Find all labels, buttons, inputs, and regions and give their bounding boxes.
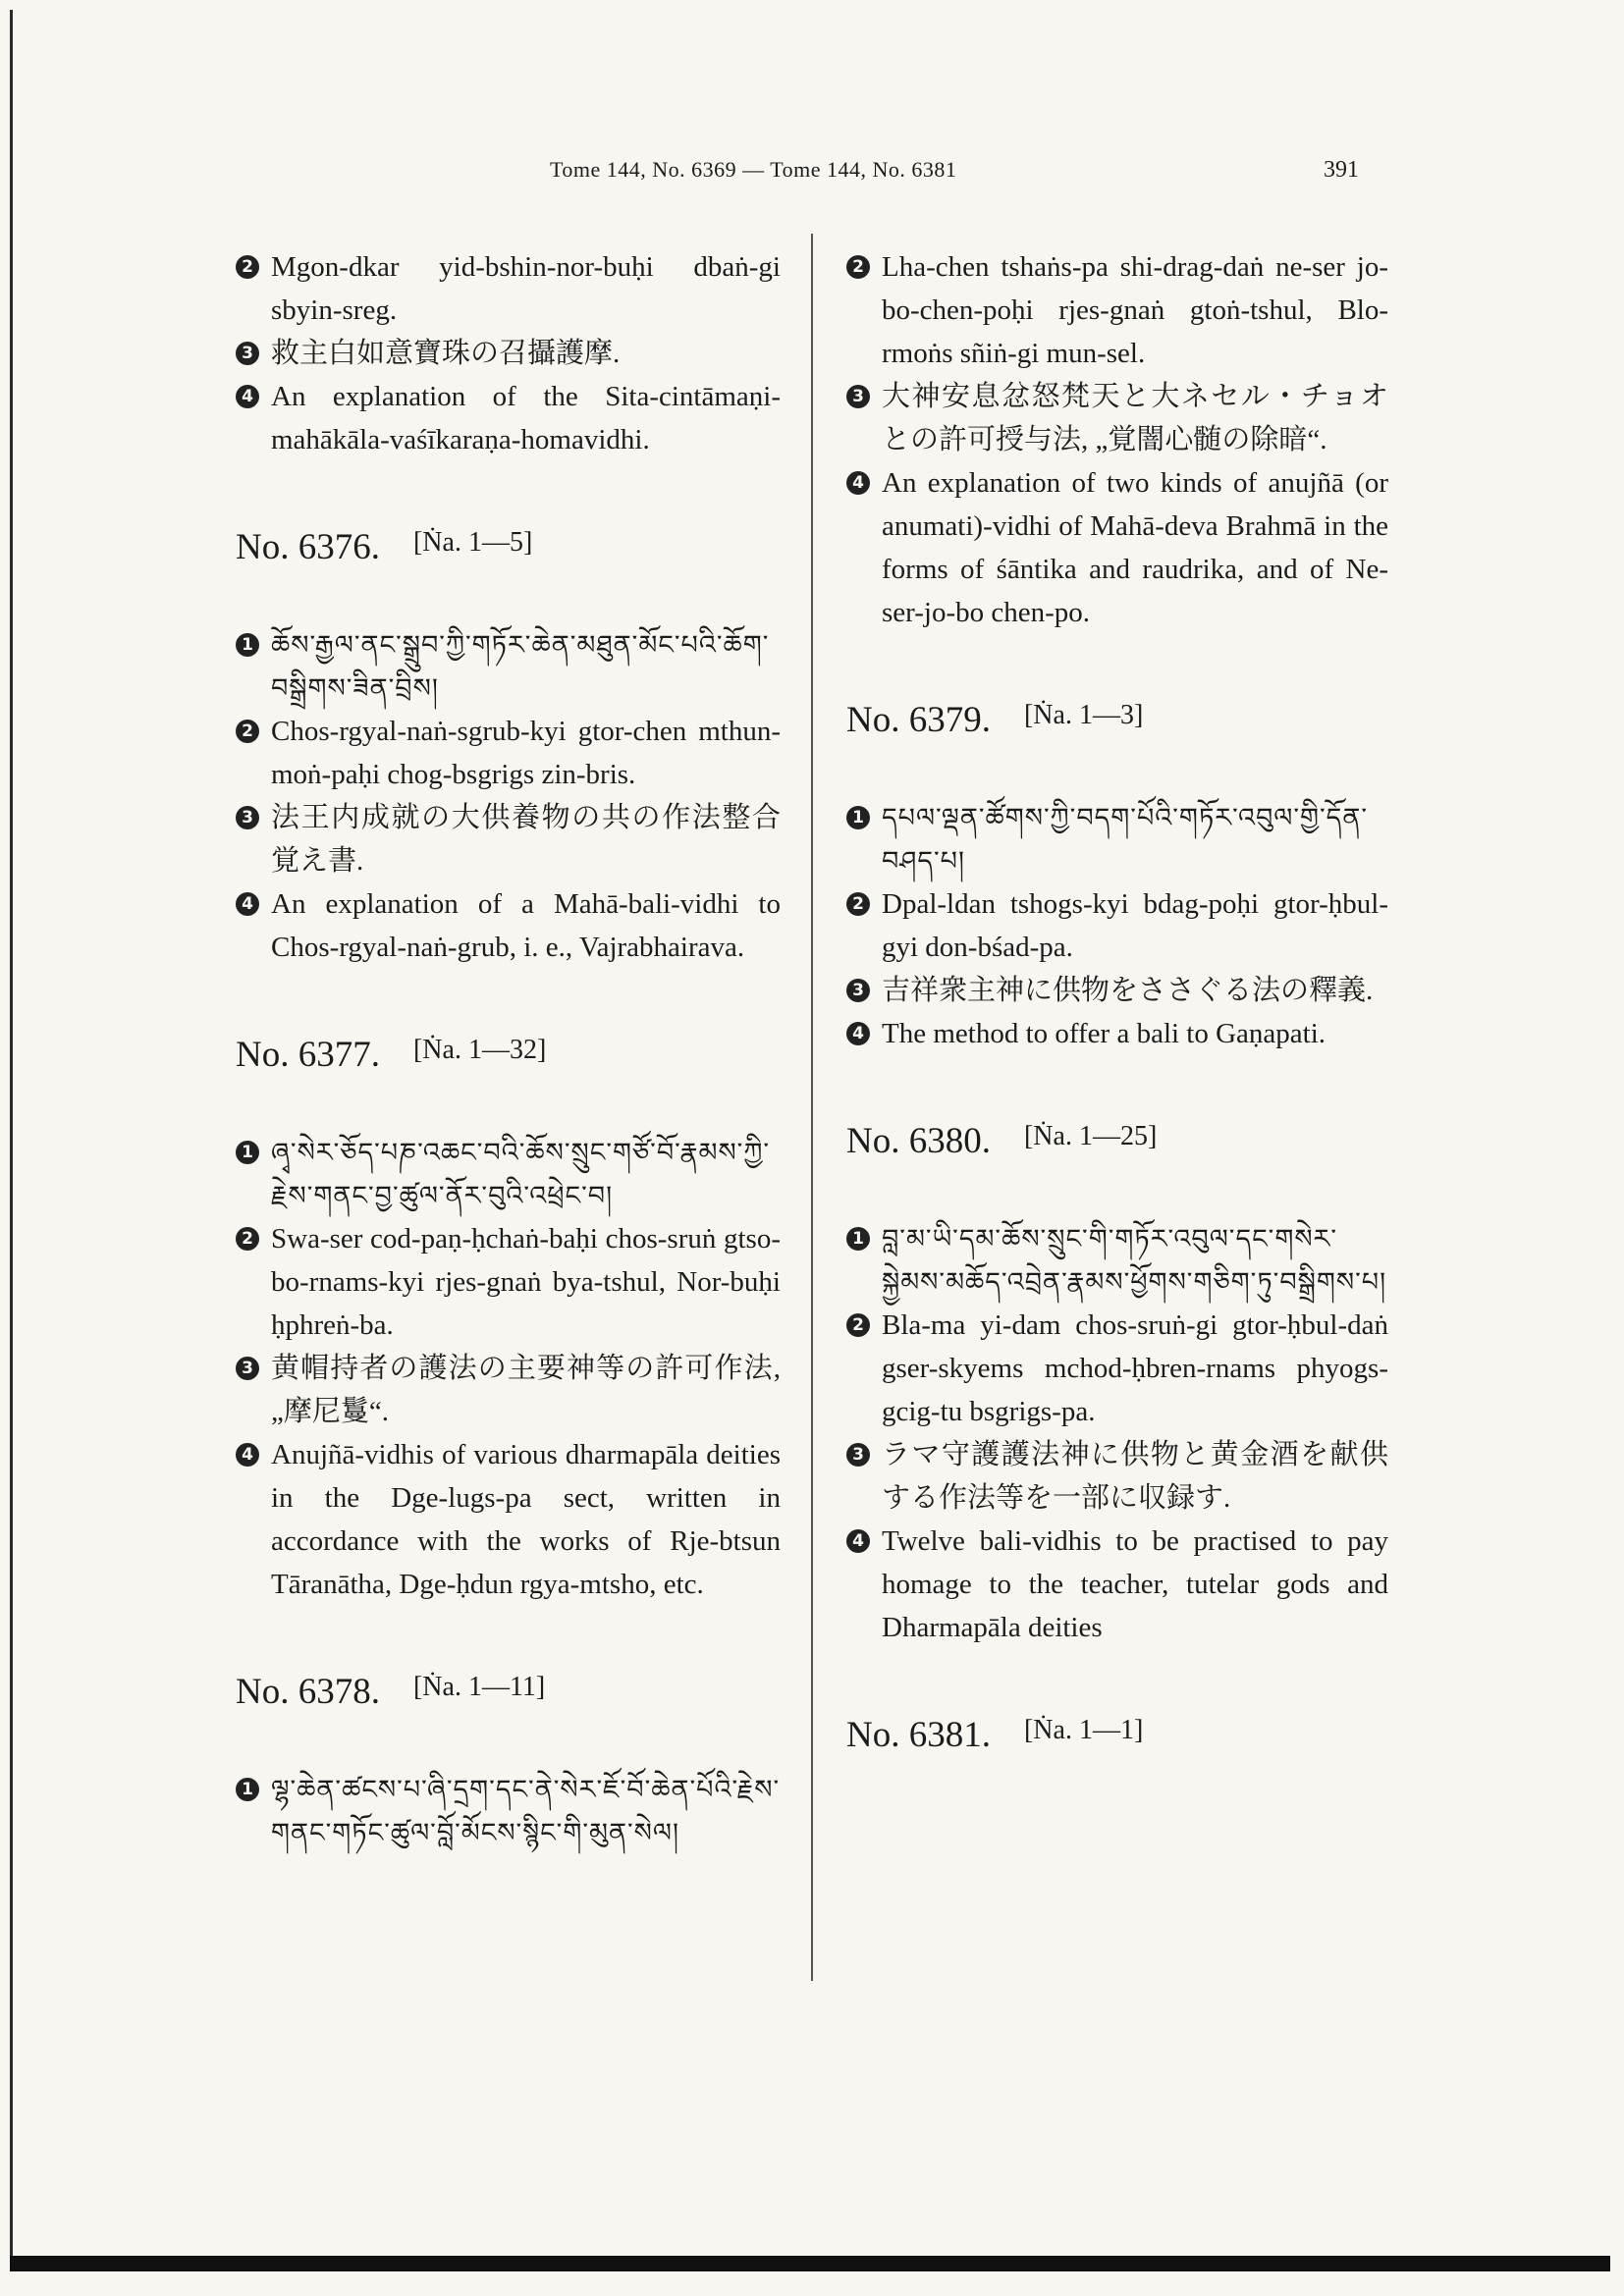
entry-text: The method to offer a bali to Gaṇapati.: [882, 1018, 1326, 1049]
entry-line: [846, 882, 1388, 969]
circled-number-marker: 3: [846, 979, 870, 1002]
entry-line: [236, 1768, 781, 1854]
entry-text: Lha-chen tshaṅs-pa shi-drag-daṅ ne-ser jo-bo-chen-poḥi rjes-gnaṅ gtoṅ-tshul, Blo-rmoṅs sñiṅ-gi mun-sel.: [882, 251, 1388, 369]
entry-line: [236, 332, 781, 375]
page-number: 391: [1324, 157, 1359, 183]
entry-line: [236, 1347, 781, 1433]
running-header: Tome 144, No. 6369 — Tome 144, No. 6381: [550, 157, 957, 182]
entry-heading: [236, 1671, 781, 1713]
circled-number-marker: 4: [846, 471, 870, 495]
entry-line: [846, 1304, 1388, 1433]
entry-line: [846, 375, 1388, 461]
entry-text: Bla-ma yi-dam chos-sruṅ-gi gtor-ḥbul-daṅ gser-skyems mchod-ḥbren-rnams phyogs-gcig-tu bsgrigs-pa.: [882, 1309, 1388, 1427]
circled-number-marker: 3: [846, 385, 870, 408]
entry-text: An explanation of the Sita-cintāmaṇi-mahākāla-vaśīkaraṇa-homavidhi.: [271, 381, 781, 455]
circled-number-marker: 4: [236, 1443, 259, 1467]
left-column: [236, 245, 781, 1854]
circled-number-marker: 1: [236, 1141, 259, 1164]
circled-number-marker: 2: [846, 1313, 870, 1337]
circled-number-marker: 4: [236, 385, 259, 408]
entry-line: [846, 1433, 1388, 1520]
entry-number: No. 6377.: [236, 1035, 380, 1075]
entry-text: Chos-rgyal-naṅ-sgrub-kyi gtor-chen mthun-moṅ-paḥi chog-bsgrigs zin-bris.: [271, 716, 781, 790]
tibetan-title: ཆོས་རྒྱལ་ནང་སྒྲུབ་ཀྱི་གཏོར་ཆེན་མཐུན་མོང་པའི་ཆོག་བསྒྲིགས་ཟིན་བྲིས།: [271, 630, 770, 703]
circled-number-marker: 3: [846, 1443, 870, 1467]
entry-text: Twelve bali-vidhis to be practised to pay homage to the teacher, tutelar gods and Dharmapāla deities: [882, 1525, 1388, 1643]
entry-number: No. 6380.: [846, 1121, 991, 1161]
entry-text: ラマ守護護法神に供物と黄金酒を献供する作法等を一部に収録す.: [882, 1439, 1388, 1514]
entry-line: [846, 245, 1388, 375]
entry-reference: [Ṅa. 1—1]: [1023, 1715, 1144, 1745]
entry-number: No. 6378.: [236, 1672, 380, 1712]
circled-number-marker: 3: [236, 1357, 259, 1380]
tibetan-title: ཞྭ་སེར་ཅོད་པཎ་འཆང་བའི་ཆོས་སྲུང་གཙོ་བོ་རྣམས་ཀྱི་རྗེས་གནང་བྱ་ཚུལ་ནོར་བུའི་འཕྲེང་བ།: [271, 1138, 771, 1210]
circled-number-marker: 2: [846, 255, 870, 279]
entry-text: Anujñā-vidhis of various dharmapāla deities in the Dge-lugs-pa sect, written in accordance with the works of Rje-btsun Tāranātha, Dge-ḥdun rgya-mtsho, etc.: [271, 1439, 781, 1600]
entry-heading: [846, 1120, 1388, 1162]
entry-reference: [Ṅa. 1—5]: [412, 527, 533, 558]
entry-line: [236, 882, 781, 969]
entry-line: [236, 796, 781, 882]
entry-line: [236, 1131, 781, 1217]
entry-number: No. 6381.: [846, 1715, 991, 1755]
entry-line: [236, 710, 781, 796]
circled-number-marker: 2: [236, 1227, 259, 1251]
entry-reference: [Ṅa. 1—3]: [1023, 700, 1144, 730]
circled-number-marker: 1: [236, 1778, 259, 1801]
entry-line: [846, 969, 1388, 1012]
circled-number-marker: 1: [846, 806, 870, 829]
circled-number-marker: 3: [236, 342, 259, 365]
entry-heading: [846, 699, 1388, 741]
circled-number-marker: 2: [236, 720, 259, 743]
entry-line: [236, 1217, 781, 1347]
entry-line: [846, 461, 1388, 634]
entry-text: 法王内成就の大供養物の共の作法整合覚え書.: [271, 802, 781, 877]
entry-text: 大神安息忿怒梵天と大ネセル・チョオとの許可授与法, „覚闇心髄の除暗“.: [882, 381, 1388, 455]
tibetan-title: བླ་མ་ཡི་དམ་ཆོས་སྲུང་གི་གཏོར་འབུལ་དང་གསེར་སྐྱེམས་མཆོད་འབྲེན་རྣམས་ཕྱོགས་གཅིག་ཏུ་བསྒྲིགས་པ།: [882, 1224, 1387, 1297]
entry-heading: [236, 1034, 781, 1076]
entry-number: No. 6376.: [236, 527, 380, 567]
circled-number-marker: 1: [236, 633, 259, 657]
entry-text: 救主白如意寶珠の召攝護摩.: [271, 338, 621, 369]
entry-heading: [236, 526, 781, 568]
entry-text: An explanation of two kinds of anujñā (or anumati)-vidhi of Mahā-deva Brahmā in the forms of śāntika and raudrika, and of Ne-ser-jo-bo chen-po.: [882, 467, 1388, 628]
entry-reference: [Ṅa. 1—32]: [412, 1035, 547, 1065]
left-margin-rule: [10, 10, 13, 2268]
tibetan-title: དཔལ་ལྡན་ཚོགས་ཀྱི་བདག་པོའི་གཏོར་འབུལ་གྱི་དོན་བཤད་པ།: [882, 803, 1368, 876]
entry-line: [846, 1217, 1388, 1304]
entry-line: [236, 1433, 781, 1606]
circled-number-marker: 3: [236, 806, 259, 829]
entry-reference: [Ṅa. 1—11]: [412, 1672, 546, 1702]
entry-text: Swa-ser cod-paṇ-ḥchaṅ-baḥi chos-sruṅ gtso-bo-rnams-kyi rjes-gnaṅ bya-tshul, Nor-buḥi ḥphreṅ-ba.: [271, 1223, 781, 1341]
entry-line: [846, 1012, 1388, 1055]
bottom-rule: [10, 2256, 1610, 2271]
right-column: [846, 245, 1388, 1811]
entry-reference: [Ṅa. 1—25]: [1023, 1121, 1158, 1151]
entry-number: No. 6379.: [846, 700, 991, 740]
entry-heading: [846, 1714, 1388, 1756]
entry-line: [236, 375, 781, 461]
entry-text: 黄帽持者の護法の主要神等の許可作法,„摩尼鬘“.: [271, 1353, 781, 1427]
entry-text: Mgon-dkar yid-bshin-nor-buḥi dbaṅ-gi sbyin-sreg.: [271, 251, 781, 326]
entry-line: [846, 1520, 1388, 1649]
circled-number-marker: 4: [236, 892, 259, 916]
entry-line: [846, 796, 1388, 882]
entry-text: Dpal-ldan tshogs-kyi bdag-poḥi gtor-ḥbul-gyi don-bśad-pa.: [882, 888, 1388, 963]
circled-number-marker: 2: [846, 892, 870, 916]
circled-number-marker: 1: [846, 1227, 870, 1251]
circled-number-marker: 4: [846, 1529, 870, 1553]
tibetan-title: ལྷ་ཆེན་ཚངས་པ་ཞི་དྲག་དང་ནེ་སེར་ཇོ་བོ་ཆེན་པོའི་རྗེས་གནང་གཏོང་ཚུལ་བློ་མོངས་སྙིང་གི་མུན་སེལ།: [271, 1775, 781, 1847]
entry-line: [236, 245, 781, 332]
entry-text: An explanation of a Mahā-bali-vidhi to Chos-rgyal-naṅ-grub, i. e., Vajrabhairava.: [271, 888, 781, 963]
circled-number-marker: 2: [236, 255, 259, 279]
circled-number-marker: 4: [846, 1022, 870, 1045]
entry-text: 吉祥衆主神に供物をささぐる法の釋義.: [882, 975, 1374, 1006]
entry-line: [236, 623, 781, 710]
column-divider: [811, 234, 813, 1981]
